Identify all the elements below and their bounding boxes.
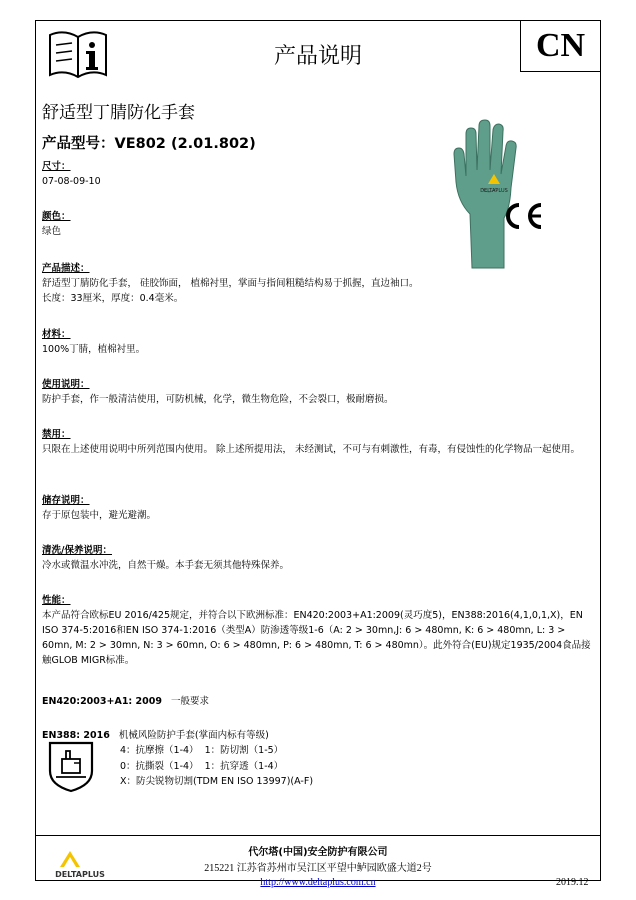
- usage-text: 防护手套，作一般清洁使用，可防机械，化学，微生物危险，不会裂口，极耐磨损。: [42, 394, 394, 405]
- document-title: 产品说明: [273, 44, 362, 69]
- prohibited-text: 只限在上述使用说明中所列范围内使用。 除上述所提用法， 未经测试，不可与有刺激性，有毒，有侵蚀性的化学物品一起使用。: [42, 444, 581, 455]
- material-section: [42, 327, 598, 357]
- en420-text: 一般要求: [171, 696, 210, 707]
- description-section: [42, 261, 598, 306]
- performance-title: 性能：: [42, 595, 71, 606]
- en420-label: EN420:2003+A1: 2009: [42, 696, 162, 707]
- model-value: VE802 (2.01.802): [114, 136, 256, 152]
- company-website-link[interactable]: http://www.deltaplus.com.cn: [260, 877, 376, 888]
- size-section: [42, 159, 598, 189]
- en388-ratings: [120, 743, 313, 790]
- svg-text:DELTAPLUS: DELTAPLUS: [480, 188, 508, 194]
- color-title: 颜色：: [42, 211, 71, 222]
- model-label: 产品型号：: [42, 136, 115, 152]
- care-text: 冷水或微温水冲洗，自然干燥。本手套无须其他特殊保养。: [42, 560, 290, 571]
- glove-image: [444, 118, 534, 276]
- usage-title: 使用说明：: [42, 379, 90, 390]
- document-header: [36, 21, 600, 85]
- svg-text:DELTAPLUS: DELTAPLUS: [55, 870, 105, 879]
- en420-line: [42, 693, 209, 707]
- storage-title: 储存说明：: [42, 495, 90, 506]
- rating-line: X：防尖锐物切割(TDM EN ISO 13997)(A-F): [120, 776, 314, 787]
- color-text: 绿色: [42, 226, 62, 237]
- care-section: [42, 543, 598, 573]
- document-frame: [35, 20, 601, 888]
- storage-section: [42, 493, 598, 523]
- language-code-badge: CN: [520, 20, 601, 72]
- product-name: 舒适型丁腈防化手套: [42, 103, 195, 123]
- storage-text: 存于原包装中，避光避潮。: [42, 510, 157, 521]
- document-date: 2019.12: [556, 877, 589, 888]
- description-title: 产品描述：: [42, 263, 90, 274]
- material-text: 100%丁腈，植棉衬里。: [42, 344, 146, 355]
- prohibited-section: [42, 427, 598, 457]
- footer-divider: [36, 835, 600, 836]
- performance-section: [42, 593, 598, 668]
- performance-text: 本产品符合欧标EU 2016/425规定，并符合以下欧洲标准：EN420:2003+A1:2009(灵巧度5)，EN388:2016(4,1,0,1,X)，EN ISO 374-5:2016和EN ISO 374-1:2016（类型A）防渗透等级1-6（A: 2 > 30mn,J: 6 > 480mn, K: 6 > 480mn, L: 3 > 60mn, M: 2 > 30mn, N: 3 > 60mn, O: 6 > 480mn, P: 6 > 480mn, T: 6 > 480mn）。此外符合(EU)规定1935/2004食品接触GLOB MIGR标准。: [42, 610, 591, 666]
- company-address: 215221 江苏省苏州市吴江区平望中鲈园欧盛大道2号: [204, 863, 432, 874]
- company-name: 代尔塔(中国)安全防护有限公司: [248, 847, 388, 858]
- care-title: 清洗/保养说明：: [42, 545, 112, 556]
- description-text: 舒适型丁腈防化手套， 硅胶饰面， 植棉衬里，掌面与指间粗糙结构易于抓握，直边袖口。 长度：33厘米，厚度：0.4毫米。: [42, 278, 419, 304]
- color-section: [42, 209, 598, 239]
- size-title: 尺寸：: [42, 161, 71, 172]
- prohibited-title: 禁用：: [42, 429, 71, 440]
- product-model: [42, 132, 256, 153]
- size-text: 07-08-09-10: [42, 176, 101, 187]
- mechanical-hazard-shield-icon: [48, 741, 94, 793]
- usage-section: [42, 377, 598, 407]
- en388-text: 机械风险防护手套(掌面内标有等级): [118, 730, 269, 741]
- en388-line: [42, 727, 269, 741]
- en388-label: EN388: 2016: [42, 730, 110, 741]
- material-title: 材料：: [42, 329, 71, 340]
- rating-line: 4：抗摩擦（1-4） 1：防切割（1-5）: [120, 745, 284, 756]
- rating-line: 0：抗撕裂（1-4） 1：抗穿透（1-4）: [120, 760, 284, 772]
